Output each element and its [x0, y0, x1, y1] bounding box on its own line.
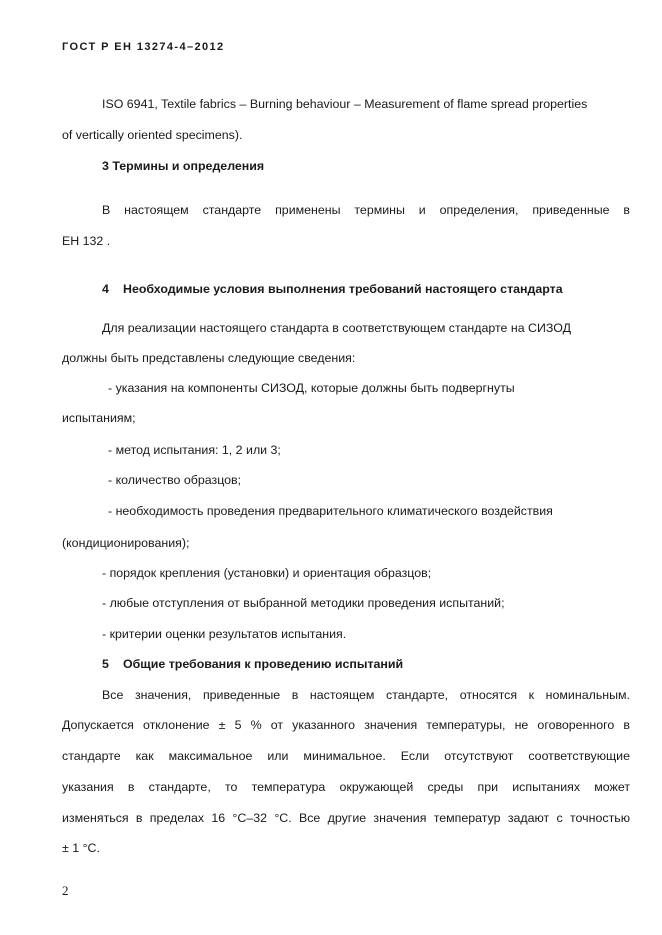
section-4-title: Необходимые условия выполнения требований настоящего стандарта: [123, 282, 563, 296]
section-3-paragraph-line-1: В настоящем стандарте применены термины и определения, приведенные в: [102, 203, 630, 217]
list-item: - количество образцов;: [108, 473, 242, 487]
section-4-intro-line-1: Для реализации настоящего стандарта в соответствующем стандарте на СИЗОД: [102, 321, 572, 335]
section-5-line-3: стандарте как максимальное или минимальное. Если отсутствуют соответствующие: [62, 749, 630, 763]
section-5-title: Общие требования к проведению испытаний: [123, 657, 404, 671]
list-item: - метод испытания: 1, 2 или 3;: [108, 443, 281, 457]
section-5-line-4: указания в стандарте, то температура окружающей среды при испытаниях может: [62, 780, 630, 794]
section-5-number: 5: [102, 657, 109, 671]
reference-line-2: of vertically oriented specimens).: [62, 128, 243, 142]
list-item: - указания на компоненты СИЗОД, которые должны быть подвергнуты: [108, 381, 515, 395]
reference-line-1: ISO 6941, Textile fabrics – Burning behaviour – Measurement of flame spread properties: [102, 97, 588, 111]
list-item: - критерии оценки результатов испытания.: [102, 627, 347, 641]
list-item: - необходимость проведения предварительного климатического воздействия: [108, 504, 553, 518]
section-5-heading: [102, 656, 403, 672]
list-item: - любые отступления от выбранной методики проведения испытаний;: [102, 596, 505, 610]
section-4-intro-line-2: должны быть представлены следующие сведения:: [62, 351, 356, 365]
list-item: (кондиционирования);: [62, 536, 190, 550]
section-5-line-6: ± 1 °C.: [62, 841, 100, 855]
list-item: испытаниям;: [62, 411, 136, 425]
section-5-line-2: Допускается отклонение ± 5 % от указанного значения температуры, не оговоренного в: [62, 718, 630, 732]
page-number: 2: [62, 883, 69, 898]
section-4-heading: [102, 281, 563, 297]
section-3-title: 3 Термины и определения: [102, 159, 265, 173]
section-3-paragraph-line-2: ЕН 132 .: [62, 234, 111, 248]
section-4-number: 4: [102, 282, 109, 296]
list-item: - порядок крепления (установки) и ориентация образцов;: [102, 566, 432, 580]
document-header: ГОСТ Р ЕН 13274-4–2012: [62, 41, 225, 53]
section-5-line-5: изменяться в пределах 16 °C–32 °C. Все другие значения температур задают с точностью: [62, 811, 630, 825]
section-5-line-1: Все значения, приведенные в настоящем стандарте, относятся к номинальным.: [102, 688, 630, 702]
